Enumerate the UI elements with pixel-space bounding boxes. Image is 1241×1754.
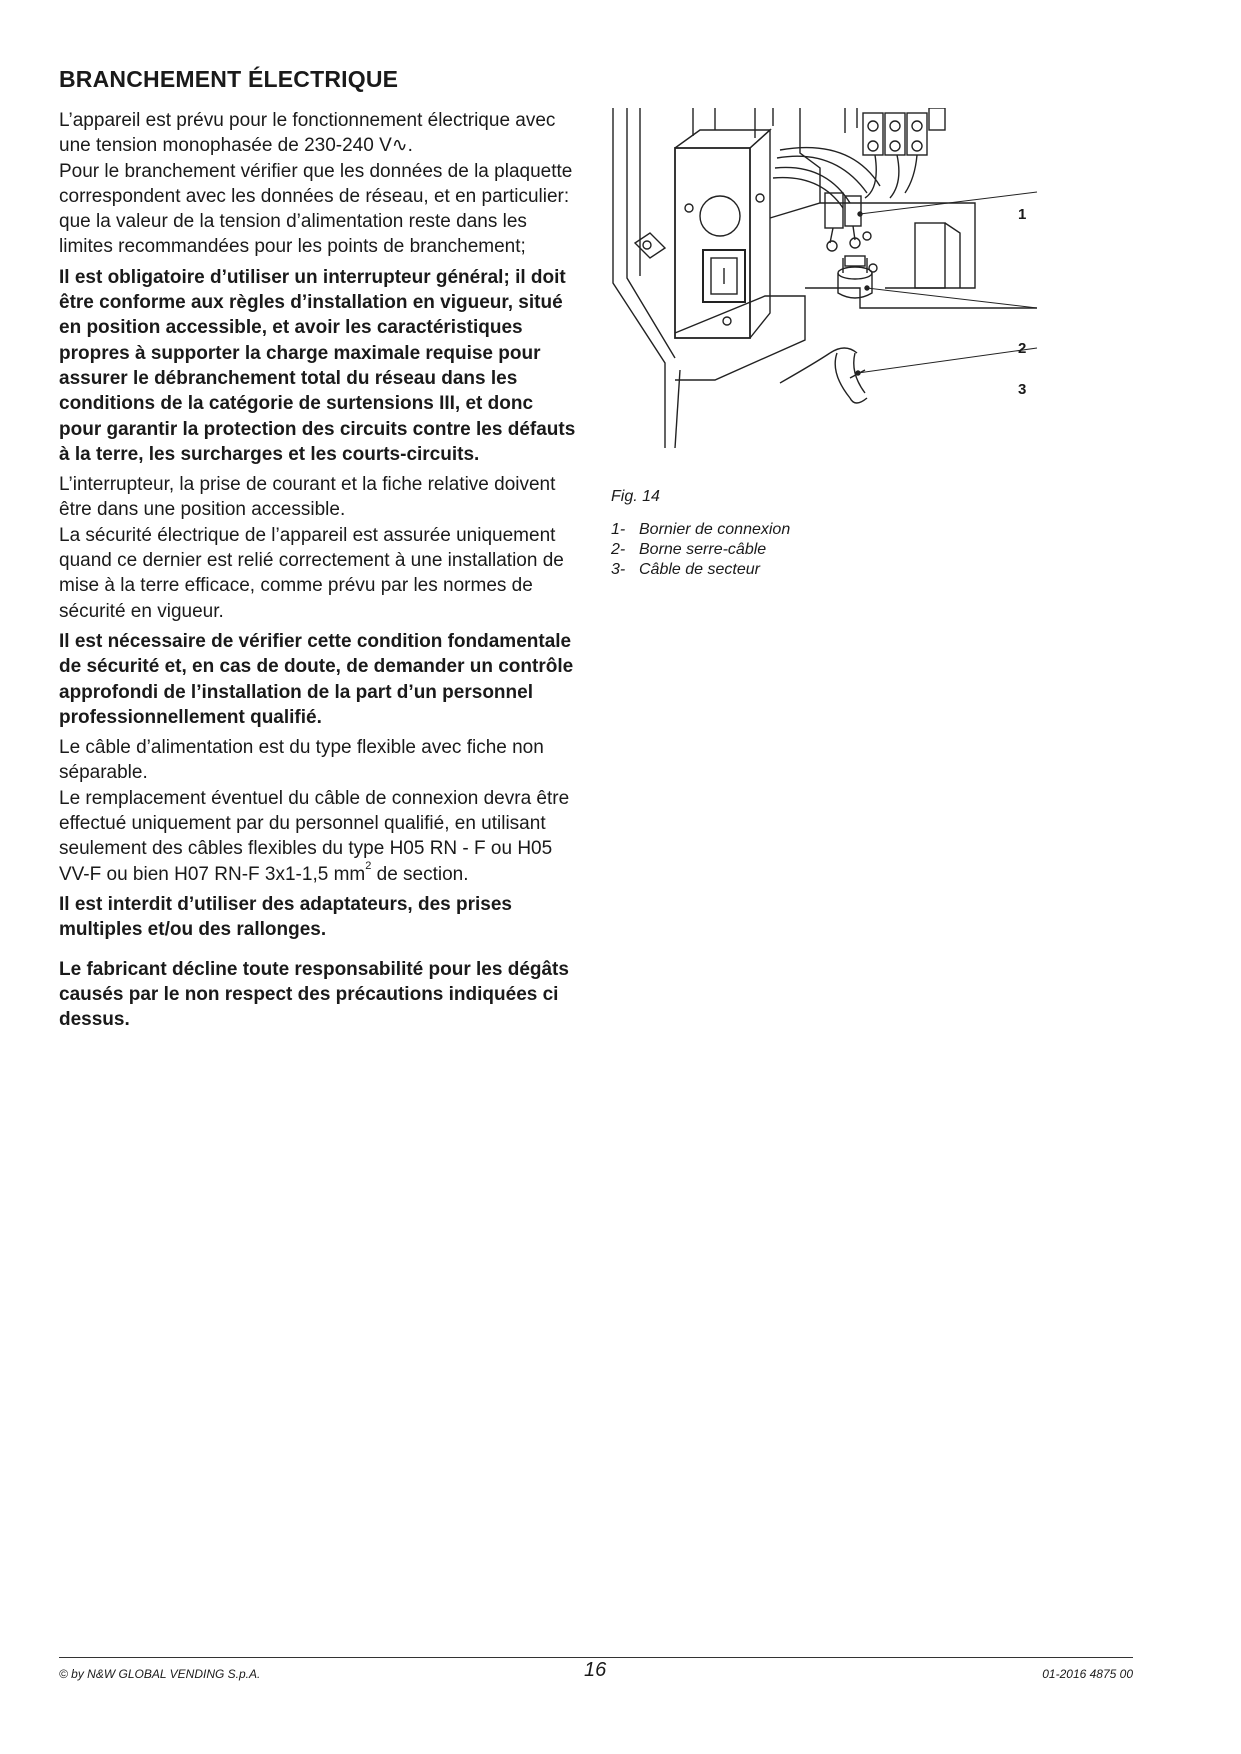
callout-3: 3 xyxy=(1018,381,1027,398)
warning-no-adapters: Il est interdit d’utiliser des adaptateurs, des prises multiples et/ou des rallonges. xyxy=(59,893,512,941)
callout-2: 2 xyxy=(1018,340,1027,357)
legend-item xyxy=(611,520,790,540)
legend-label: Câble de secteur xyxy=(639,561,760,578)
footer-doc-code: 01-2016 4875 00 xyxy=(1042,1667,1133,1681)
paragraph-earthing: La sécurité électrique de l’appareil est assurée uniquement quand ce dernier est relié correctement à une installation de mise à la terre efficace, comme prévu par les normes de sécurité en vigueur. xyxy=(59,524,564,622)
superscript-two: 2 xyxy=(365,859,372,872)
page-number: 16 xyxy=(584,1659,607,1681)
page-title: BRANCHEMENT ÉLECTRIQUE xyxy=(59,66,399,92)
figure-14-illustration xyxy=(605,108,1045,448)
legend-item xyxy=(611,560,790,580)
cable-text-after: de section. xyxy=(371,863,469,885)
legend-number: 2- xyxy=(611,541,626,558)
figure-legend xyxy=(611,520,790,580)
callout-1: 1 xyxy=(1018,206,1027,223)
paragraph-cable-replacement xyxy=(59,786,579,887)
legend-item xyxy=(611,540,790,560)
warning-liability: Le fabricant décline toute responsabilité pour les dégâts causés par le non respect des précautions indiquées ci dessus. xyxy=(59,958,569,1031)
legend-label: Borne serre-câble xyxy=(639,541,767,558)
paragraph-plate-check: Pour le branchement vérifier que les données de la plaquette correspondent avec les données de réseau, et en particulier: que la valeur de la tension d’alimentation reste dans les limites recommandées pour les points de branchement; xyxy=(59,160,573,258)
warning-main-switch: Il est obligatoire d’utiliser un interrupteur général; il doit être conforme aux règles d’installation en vigueur, situé en position accessible, et avoir les caractéristiques propres à supporter la charge maximale requise pour assurer le débranchement total du réseau dans les conditions de la catégorie de surtensions III, et donc pour garantir la protection des circuits contre les défauts à la terre, les surcharges et les courts-circuits. xyxy=(59,266,576,465)
figure-caption: Fig. 14 xyxy=(611,488,660,505)
legend-number: 3- xyxy=(611,561,626,578)
footer-copyright: © by N&W GLOBAL VENDING S.p.A. xyxy=(59,1667,261,1681)
main-text-column xyxy=(59,108,579,1037)
cable-text-before: Le remplacement éventuel du câble de connexion devra être effectué uniquement par du personnel qualifié, en utilisant seulement des câbles flexibles du type H05 RN - F ou H05 VV-F ou bien H07 RN-F 3x1-1,5 mm xyxy=(59,787,570,885)
machine-wiring-drawing xyxy=(605,108,1045,448)
legend-number: 1- xyxy=(611,521,626,538)
warning-safety-check: Il est nécessaire de vérifier cette condition fondamentale de sécurité et, en cas de doute, de demander un contrôle approfondi de l’installation de la part d’un personnel professionnellement qualifié. xyxy=(59,630,574,728)
paragraph-cable-type: Le câble d’alimentation est du type flexible avec fiche non séparable. xyxy=(59,737,544,784)
footer-divider xyxy=(59,1657,1133,1658)
legend-label: Bornier de connexion xyxy=(639,521,791,538)
paragraph-voltage: L’appareil est prévu pour le fonctionnement électrique avec une tension monophasée de 230-240 V∿. xyxy=(59,110,556,157)
paragraph-switch-access: L’interrupteur, la prise de courant et la fiche relative doivent être dans une position accessible. xyxy=(59,474,556,521)
